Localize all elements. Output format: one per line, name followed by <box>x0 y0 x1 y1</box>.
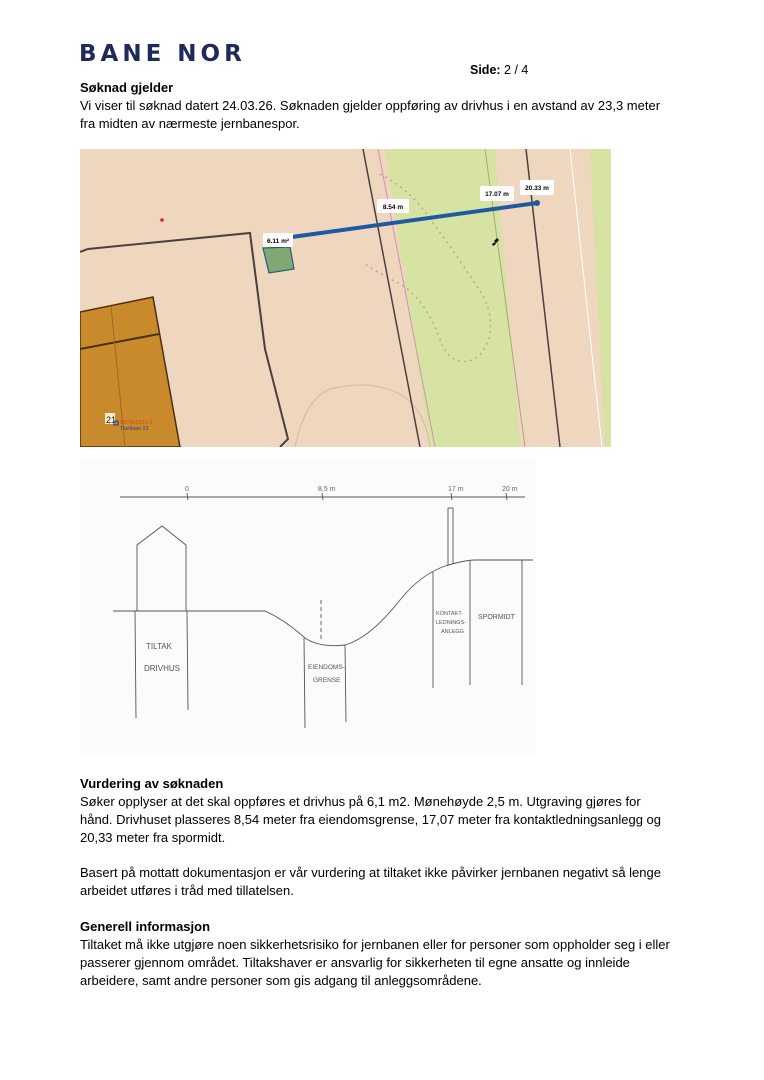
bane-nor-logo <box>79 40 246 68</box>
page-number <box>470 63 528 77</box>
page-value: 2 / 4 <box>504 63 529 77</box>
scale-tick-17: 17 m <box>448 486 464 493</box>
label-spormidt: SPORMIDT <box>478 614 515 621</box>
svg-text:157402331-2: 157402331-2 <box>120 420 153 426</box>
site-map <box>80 149 611 447</box>
svg-text:8.54 m: 8.54 m <box>382 204 404 211</box>
paragraph-vurdering-2: Basert på mottatt dokumentasjon er vår vurdering at tiltaket ikke påvirker jernbanen negativt så lenge arbeidet utføres i tråd med tillatelsen. <box>80 865 661 898</box>
distance-label-2 <box>480 186 514 201</box>
scale-tick-20: 20 m <box>502 486 518 493</box>
logo-text: BANE NOR <box>79 41 246 67</box>
label-eiendoms: EIENDOMS- <box>308 664 345 671</box>
label-grense: GRENSE <box>313 677 341 684</box>
svg-text:6.11 m²: 6.11 m² <box>266 238 290 245</box>
scale-tick-8-5: 8,5 m <box>318 486 336 493</box>
distance-label-1 <box>377 199 409 213</box>
paragraph-vurdering-1: Søker opplyser at det skal oppføres et drivhus på 6,1 m2. Mønehøyde 2,5 m. Utgraving gjøres for hånd. Drivhuset plasseres 8,54 meter fra eiendomsgrense, 17,07 meter fra kontaktledningsanlegg og 20,33 meter fra spormidt. <box>80 794 662 845</box>
heading-generell-informasjon: Generell informasjon <box>80 919 211 934</box>
distance-label-3 <box>520 180 554 195</box>
svg-text:21: 21 <box>106 415 117 425</box>
label-anlegg: ANLEGG <box>441 629 464 635</box>
label-drivhus: DRIVHUS <box>144 664 181 673</box>
paragraph-soknad: Vi viser til søknad datert 24.03.26. Søknaden gjelder oppføring av drivhus i en avstand av 23,3 meter fra midten av nærmeste jernbanespor. <box>80 98 661 131</box>
label-tiltak: TILTAK <box>146 642 172 651</box>
area-label <box>263 233 293 247</box>
label-lednings: LEDNINGS- <box>436 620 466 626</box>
svg-text:17.07 m: 17.07 m <box>485 191 509 198</box>
label-kontakt: KONTAKT- <box>436 611 464 617</box>
page-label: Side: <box>470 63 501 77</box>
scale-tick-0: 0 <box>185 486 189 493</box>
heading-soknad-gjelder: Søknad gjelder <box>80 80 174 95</box>
svg-text:Tiuråsen 21: Tiuråsen 21 <box>120 426 149 432</box>
heading-vurdering: Vurdering av søknaden <box>80 776 224 791</box>
svg-text:20.33 m: 20.33 m <box>525 185 549 192</box>
cross-section-sketch <box>80 460 536 755</box>
paragraph-generell: Tiltaket må ikke utgjøre noen sikkerhetsrisiko for jernbanen eller for personer som oppholder seg i eller passerer gjennom området. Tiltakshaver er ansvarlig for sikkerheten til egne ansatte og innleide arbeidere, samt andre personer som gis adgang til anleggsområdene. <box>80 937 670 988</box>
